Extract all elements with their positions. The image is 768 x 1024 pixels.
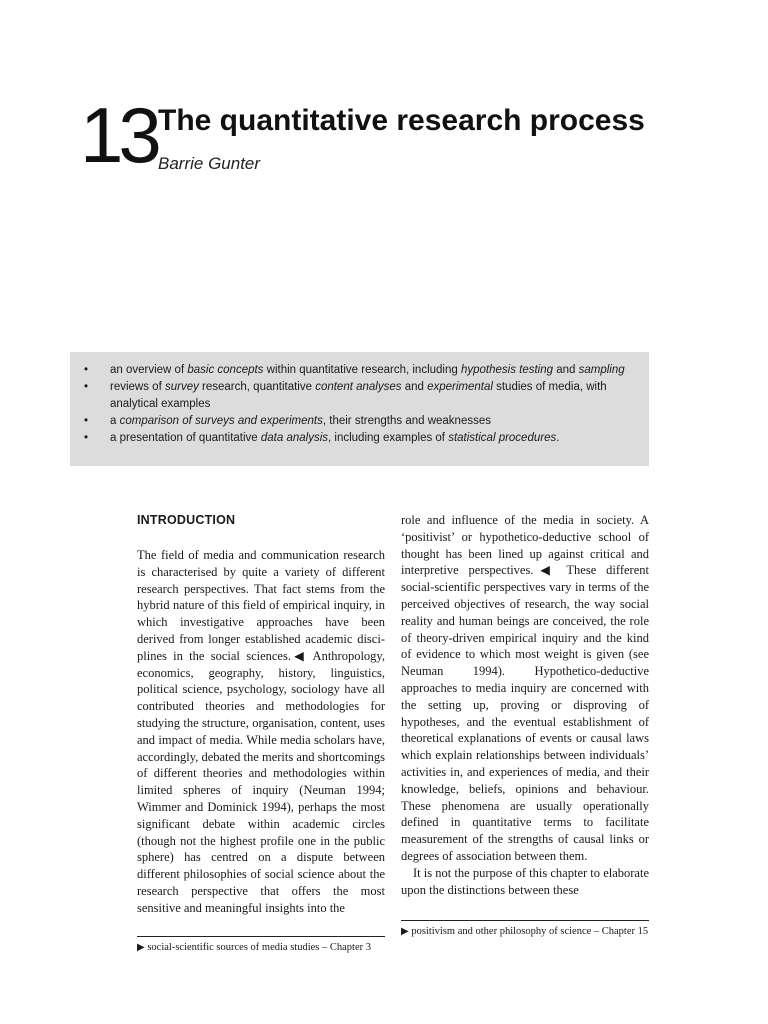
objective-item: • a presentation of quantitative data analysis, including examples of statistical procedures. — [84, 430, 634, 447]
text-column-left — [137, 512, 385, 917]
objectives-list — [84, 362, 634, 447]
text-column-right — [401, 512, 649, 898]
chapter-number: 13 — [80, 91, 157, 179]
sidenote-left — [137, 936, 385, 955]
body-paragraph-1b: role and influence of the media in society. A ‘positivist’ or hypothetico-deductive school of thought has been lined up against critical and interpretive perspectives.◀ These different social-scientific perspectives vary in terms of the perceived objectives of research, the way social reality and human beings are conceived, the role of theory-driven empirical inquiry and the kind of evidence to which most weight is given (see Neuman 1994). Hypothetico-deductive approaches to media inquiry are concerned with the setting up, proving or disproving of hypotheses, and the eventual establishment of theoretical explanations of events or causal laws which explain relationships between individuals’ activities in, and experiences of media, and their knowledge, beliefs, opinions and behaviour. These phenomena are usually operationally defined in quantitative terms to facilitate measurement of the strengths of causal links or degrees of association between them. — [401, 513, 649, 863]
arrow-right-icon: ▶ — [401, 926, 409, 937]
body-paragraph-1a: The field of media and communication research is characterised by quite a variety of different research perspectives. That fact stems from the hybrid nature of this field of empirical inquiry, in which investigative approaches have been derived from longer established academic disciplines in the social sciences.◀ Anthropology, economics, geography, history, linguistics, political science, psychology, sociology have all contributed theories and methodologies for studying the structure, organisation, content, uses and impact of media. While media scholars have, accordingly, debated the merits and shortcomings of different theories and methodologies within limited spheres of inquiry (Neuman 1994; Wimmer and Dominick 1994), perhaps the most significant debate within academic circles (though not the highest profile one in the public sphere) has centred on a dispute between different philosophies of social science about the research perspective that offers the most sensitive and meaningful insights into the — [137, 548, 385, 915]
section-heading: INTRODUCTION — [137, 513, 236, 527]
objective-item: • an overview of basic concepts within quantitative research, including hypothesis testing and sampling — [84, 362, 634, 379]
chapter-author: Barrie Gunter — [158, 154, 261, 173]
objective-item: • a comparison of surveys and experiments, their strengths and weaknesses — [84, 413, 634, 430]
sidenote-text: social-scientific sources of media studies – Chapter 3 — [147, 942, 371, 953]
sidenote-right — [401, 920, 649, 939]
sidenote-text: positivism and other philosophy of science – Chapter 15 — [411, 926, 649, 937]
body-paragraph-2: It is not the purpose of this chapter to elaborate upon the distinctions between these — [401, 865, 649, 897]
chapter-title: The quantitative research process — [158, 104, 645, 137]
objective-item: • reviews of survey research, quantitative content analyses and experimental studies of media, with analytical examples — [84, 379, 634, 413]
arrow-right-icon: ▶ — [137, 942, 145, 953]
